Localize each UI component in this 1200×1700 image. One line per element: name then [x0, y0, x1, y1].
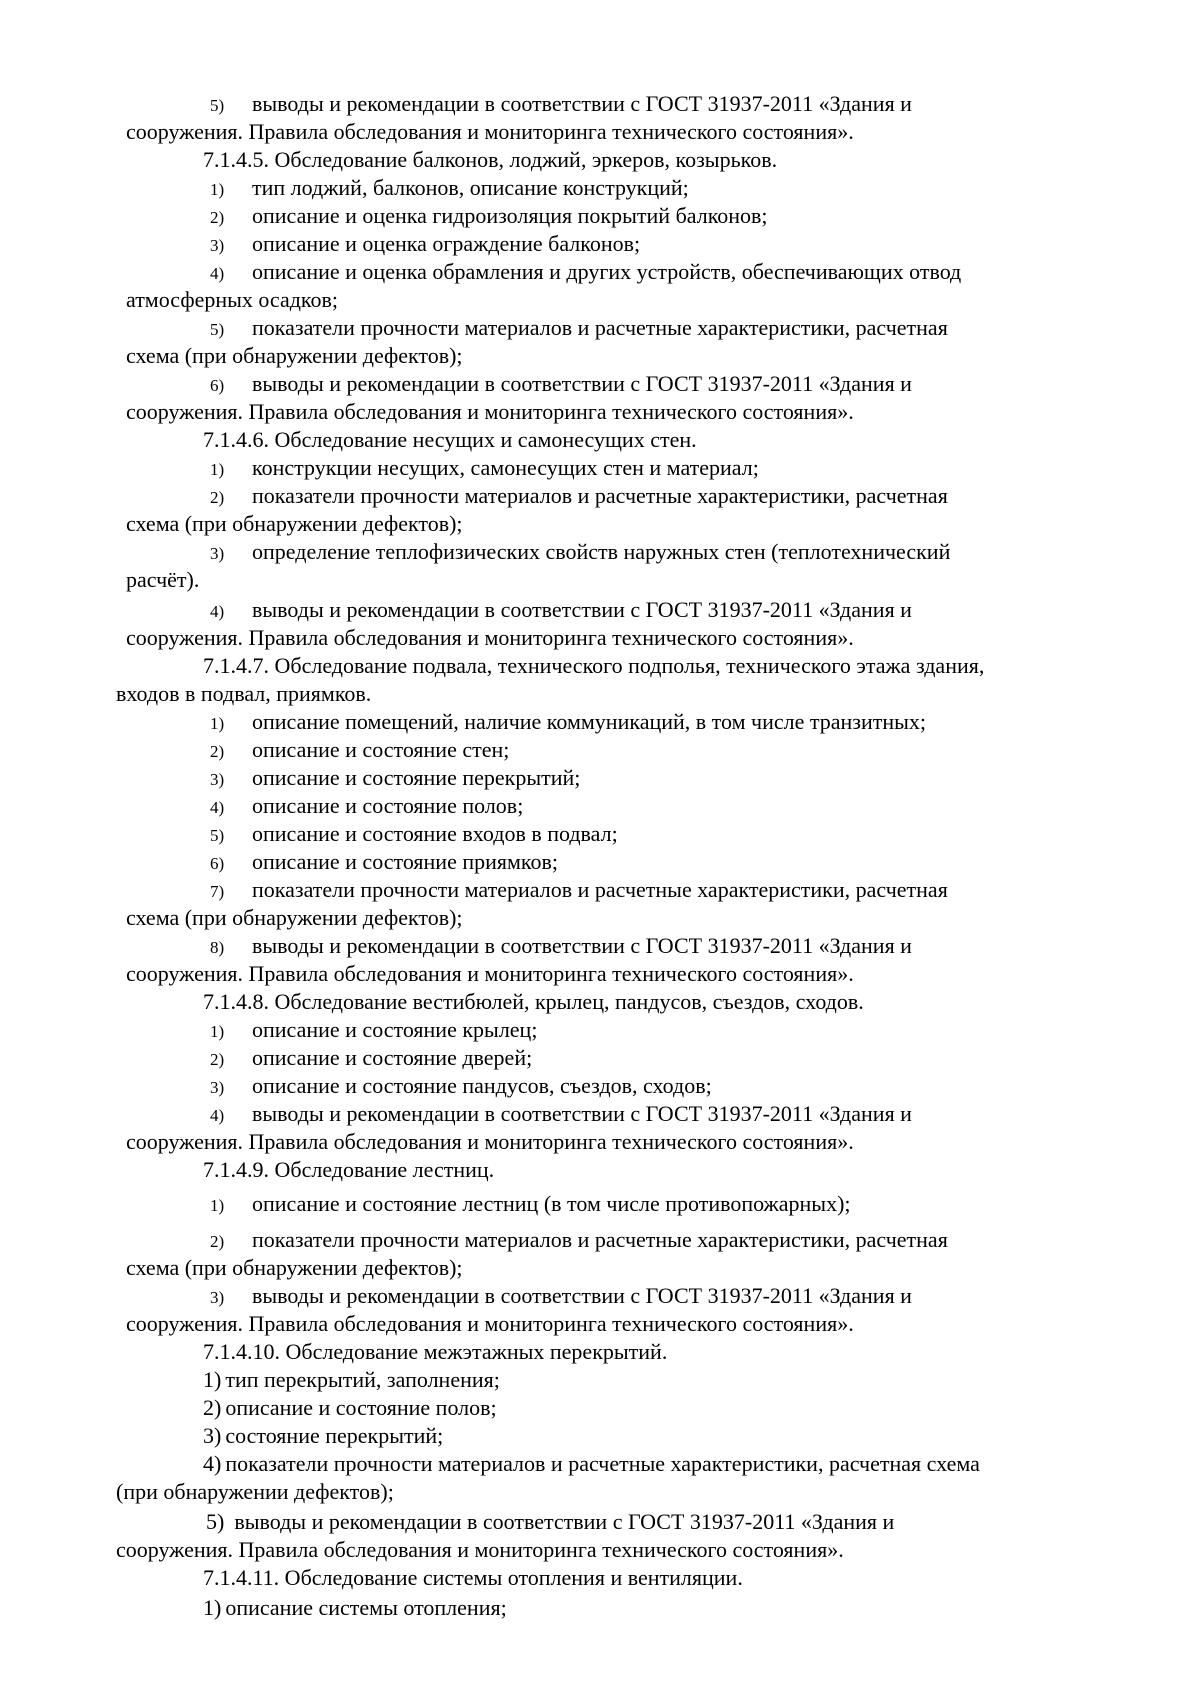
text-line — [210, 1044, 532, 1074]
line-text: выводы и рекомендации в соответствии с ГОСТ 31937-2011 «Здания и — [252, 597, 912, 622]
line-text: 7.1.4.5. Обследование балконов, лоджий, эркеров, козырьков. — [203, 147, 778, 172]
text-line — [126, 398, 854, 426]
text-line — [126, 286, 338, 314]
list-number: 5) — [210, 826, 225, 845]
text-line — [126, 904, 463, 932]
line-text: 7.1.4.8. Обследование вестибюлей, крылец, пандусов, съездов, сходов. — [203, 989, 864, 1014]
text-line — [210, 1190, 851, 1220]
text-line — [210, 1226, 948, 1256]
line-text: сооружения. Правила обследования и мониторинга технического состояния». — [126, 625, 854, 650]
list-number: 2) — [210, 208, 225, 227]
text-line — [126, 624, 854, 652]
list-number: 1) — [210, 1022, 225, 1041]
line-text: состояние перекрытий; — [225, 1423, 444, 1448]
list-number: 3) — [203, 1423, 222, 1448]
text-line — [203, 1366, 500, 1394]
line-text: описание и состояние полов; — [225, 1395, 497, 1420]
line-text: показатели прочности материалов и расчетные характеристики, расчетная — [252, 483, 948, 508]
line-text: 7.1.4.9. Обследование лестниц. — [203, 1157, 495, 1182]
text-line — [126, 960, 854, 988]
text-line — [126, 1128, 854, 1156]
text-line — [126, 510, 463, 538]
text-line — [210, 932, 912, 962]
text-line — [126, 342, 463, 370]
text-line — [210, 596, 912, 626]
line-text: описание и состояние пандусов, съездов, сходов; — [252, 1073, 712, 1098]
line-text: описание помещений, наличие коммуникаций, в том числе транзитных; — [252, 709, 927, 734]
list-number: 2) — [210, 488, 225, 507]
line-text: описание и состояние входов в подвал; — [252, 821, 618, 846]
list-number: 7) — [210, 882, 225, 901]
line-text: описание и состояние приямков; — [252, 849, 559, 874]
section-heading — [203, 1338, 667, 1366]
section-heading — [203, 652, 984, 680]
text-line — [210, 1072, 712, 1102]
line-text: 7.1.4.6. Обследование несущих и самонесущих стен. — [203, 427, 697, 452]
line-text: описание и оценка обрамления и других устройств, обеспечивающих отвод — [252, 259, 962, 284]
text-line — [116, 680, 371, 708]
text-line — [210, 708, 926, 738]
list-number: 3) — [210, 236, 225, 255]
line-text: описание и состояние крылец; — [252, 1017, 538, 1042]
text-line — [126, 1310, 854, 1338]
text-line — [210, 792, 523, 822]
list-number: 5) — [210, 96, 225, 115]
line-text: схема (при обнаружении дефектов); — [126, 905, 463, 930]
line-text: описание и оценка ограждение балконов; — [252, 231, 641, 256]
list-number: 2) — [203, 1395, 222, 1420]
list-number: 2) — [210, 1232, 225, 1251]
section-heading — [203, 426, 697, 454]
line-text: схема (при обнаружении дефектов); — [126, 1255, 463, 1280]
line-text: сооружения. Правила обследования и мониторинга технического состояния». — [126, 1129, 854, 1154]
list-number: 4) — [210, 798, 225, 817]
text-line — [210, 1282, 912, 1312]
section-heading — [203, 1156, 494, 1184]
list-number: 4) — [210, 602, 225, 621]
line-text: входов в подвал, приямков. — [116, 681, 372, 706]
text-line — [116, 1536, 844, 1564]
list-number: 8) — [210, 938, 225, 957]
line-text: конструкции несущих, самонесущих стен и материал; — [252, 455, 759, 480]
line-text: описание и оценка гидроизоляция покрытий балконов; — [252, 203, 768, 228]
line-text: (при обнаружении дефектов); — [116, 1479, 394, 1504]
list-number: 4) — [210, 1106, 225, 1125]
text-line — [210, 736, 509, 766]
text-line — [203, 1594, 507, 1622]
list-number: 3) — [210, 770, 225, 789]
text-line — [203, 1450, 980, 1478]
line-text: описание и состояние стен; — [252, 737, 510, 762]
list-number: 1) — [210, 460, 225, 479]
line-text: сооружения. Правила обследования и мониторинга технического состояния». — [126, 961, 854, 986]
line-text: выводы и рекомендации в соответствии с ГОСТ 31937-2011 «Здания и — [234, 1509, 895, 1534]
list-number: 2) — [210, 742, 225, 761]
list-number: 5) — [206, 1509, 225, 1534]
text-line — [210, 764, 580, 794]
line-text: тип лоджий, балконов, описание конструкций; — [252, 175, 689, 200]
text-line — [210, 314, 948, 344]
list-number: 5) — [210, 320, 225, 339]
line-text: показатели прочности материалов и расчетные характеристики, расчетная схема — [225, 1451, 980, 1476]
text-line — [126, 118, 854, 146]
line-text: атмосферных осадков; — [126, 287, 338, 312]
section-heading — [203, 1564, 743, 1592]
text-line — [126, 1254, 463, 1282]
line-text: 7.1.4.10. Обследование межэтажных перекрытий. — [203, 1339, 668, 1364]
section-heading — [203, 988, 864, 1016]
line-text: описание и состояние перекрытий; — [252, 765, 581, 790]
line-text: описание и состояние лестниц (в том числе противопожарных); — [252, 1191, 851, 1216]
line-text: сооружения. Правила обследования и мониторинга технического состояния». — [126, 1311, 854, 1336]
text-line — [206, 1508, 894, 1536]
line-text: показатели прочности материалов и расчетные характеристики, расчетная — [252, 1227, 948, 1252]
list-number: 1) — [210, 714, 225, 733]
text-line — [210, 538, 950, 568]
list-number: 1) — [203, 1367, 222, 1392]
list-number: 2) — [210, 1050, 225, 1069]
line-text: сооружения. Правила обследования и мониторинга технического состояния». — [126, 119, 854, 144]
text-line — [210, 1100, 912, 1130]
line-text: описание и состояние полов; — [252, 793, 524, 818]
line-text: 7.1.4.7. Обследование подвала, технического подполья, технического этажа здания, — [203, 653, 985, 678]
text-line — [210, 90, 912, 120]
text-line — [116, 1478, 394, 1506]
line-text: схема (при обнаружении дефектов); — [126, 343, 463, 368]
list-number: 3) — [210, 544, 225, 563]
text-line — [210, 202, 768, 232]
line-text: сооружения. Правила обследования и мониторинга технического состояния». — [126, 399, 854, 424]
line-text: выводы и рекомендации в соответствии с ГОСТ 31937-2011 «Здания и — [252, 91, 912, 116]
list-number: 3) — [210, 1078, 225, 1097]
line-text: показатели прочности материалов и расчетные характеристики, расчетная — [252, 315, 948, 340]
list-number: 4) — [210, 264, 225, 283]
text-line — [210, 482, 948, 512]
list-number: 6) — [210, 376, 225, 395]
line-text: показатели прочности материалов и расчетные характеристики, расчетная — [252, 877, 948, 902]
text-line — [210, 454, 759, 484]
text-line — [210, 876, 948, 906]
text-line — [210, 174, 689, 204]
text-line — [210, 848, 558, 878]
line-text: сооружения. Правила обследования и мониторинга технического состояния». — [116, 1537, 844, 1562]
text-line — [210, 820, 618, 850]
list-number: 1) — [203, 1595, 222, 1620]
text-line — [203, 1394, 497, 1422]
list-number: 3) — [210, 1288, 225, 1307]
list-number: 6) — [210, 854, 225, 873]
line-text: схема (при обнаружении дефектов); — [126, 511, 463, 536]
list-number: 1) — [210, 1196, 225, 1215]
text-line — [210, 1016, 537, 1046]
line-text: выводы и рекомендации в соответствии с ГОСТ 31937-2011 «Здания и — [252, 1101, 912, 1126]
line-text: расчёт). — [126, 567, 200, 592]
line-text: выводы и рекомендации в соответствии с ГОСТ 31937-2011 «Здания и — [252, 371, 912, 396]
line-text: выводы и рекомендации в соответствии с ГОСТ 31937-2011 «Здания и — [252, 1283, 912, 1308]
text-line — [126, 566, 199, 594]
text-line — [203, 1422, 443, 1450]
text-line — [210, 258, 961, 288]
text-line — [210, 370, 912, 400]
line-text: тип перекрытий, заполнения; — [225, 1367, 500, 1392]
line-text: 7.1.4.11. Обследование системы отопления и вентиляции. — [203, 1565, 743, 1590]
line-text: определение теплофизических свойств наружных стен (теплотехнический — [252, 539, 951, 564]
text-line — [210, 230, 640, 260]
line-text: выводы и рекомендации в соответствии с ГОСТ 31937-2011 «Здания и — [252, 933, 912, 958]
line-text: описание системы отопления; — [225, 1595, 507, 1620]
list-number: 1) — [210, 180, 225, 199]
line-text: описание и состояние дверей; — [252, 1045, 533, 1070]
list-number: 4) — [203, 1451, 222, 1476]
section-heading — [203, 146, 777, 174]
